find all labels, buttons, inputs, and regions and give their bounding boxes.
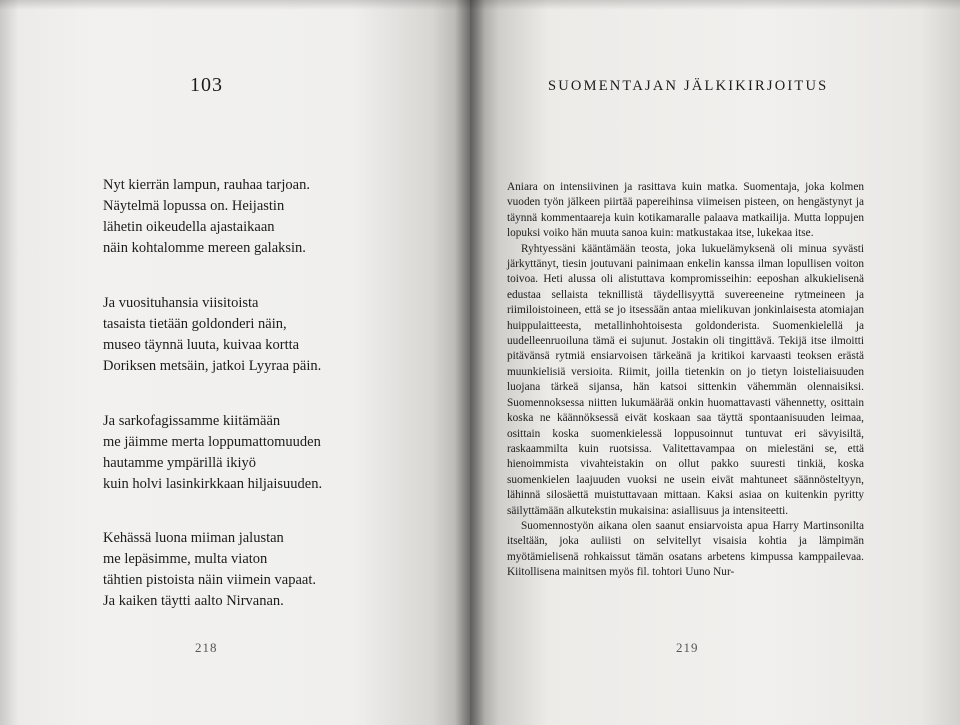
poem-line: lähetin oikeudella ajastaikaan xyxy=(103,219,275,235)
poem-line: Nyt kierrän lampun, rauhaa tarjoan. xyxy=(103,177,310,193)
poem-line: Ja vuosituhansia viisitoista xyxy=(103,295,259,311)
poem-line: Kehässä luona miiman jalustan xyxy=(103,530,284,546)
poem-stanza xyxy=(103,411,322,495)
book-gutter xyxy=(455,0,485,725)
afterword-text xyxy=(507,180,864,581)
poem-line: hautamme ympärillä ikiyö xyxy=(103,455,257,471)
poem-line: museo täynnä luuta, kuivaa kortta xyxy=(103,337,300,353)
left-page-folio: 218 xyxy=(195,640,218,655)
poem-stanza xyxy=(103,528,316,612)
top-edge-shadow xyxy=(0,0,960,10)
paragraph: Aniara on intensiivinen ja rasittava kuin matka. Suomentaja, joka kolmen vuoden työn jälkeen piirtää papereihinsa viimeisen pisteen, on hengästynyt ja täynnä kommentaareja kuin kotikamaralle palaava matkailija. Mutta loppujen lopuksi voiko hän muuta sanoa kuin: matkustakaa itse, lukekaa itse. xyxy=(507,181,864,240)
running-head: SUOMENTAJAN JÄLKIKIRJOITUS xyxy=(548,78,829,94)
poem-stanza xyxy=(103,293,321,377)
poem-line: me jäimme merta loppumattomuuden xyxy=(103,434,321,450)
poem-line: näin kohtalomme mereen galaksin. xyxy=(103,240,306,256)
poem-line: Näytelmä lopussa on. Heijastin xyxy=(103,198,285,214)
right-page-folio: 219 xyxy=(676,640,699,655)
poem-line: tähtien pistoista näin viimein vapaat. xyxy=(103,572,317,588)
poem-line: Ja kaiken täytti aalto Nirvanan. xyxy=(103,593,284,609)
left-header-number: 103 xyxy=(190,74,223,96)
poem-line: tasaista tietään goldonderi näin, xyxy=(103,316,287,332)
paragraph: Ryhtyessäni kääntämään teosta, joka lukuelämyksenä oli minua syvästi järkyttänyt, tiesin joutuvani painimaan enkelin kanssa ilman lopullisen voiton toivoa. Heti alussa oli alistuttava kompromisseihin: eeposhan alkukielisenä edustaa sellaista teknillistä täydellisyyttä suvereeneine rytmeineen ja riimiloistoineen, että se jo itsessään antaa mielikuvan jonkinlaisesta atomiajan huippulaitteesta, metallinhohtoisesta goldonderista. Suomenkielellä ja uudelleenruoiluna tämä ei sujunut. Jostakin oli tingittävä. Tekijä itse ilmoitti pitävänsä rytmiä ensiarvoisen tärkeänä ja kritikoi karvaasti teoksen erästä muunkielisiä versioita. Riimit, joilla tietenkin on jo tietyn loisteliaisuuden luojana tärkeä sijansa, hän katsoi sittenkin vähemmän olennaisiksi. Suomennoksessa niitten lukumäärää onkin huomattavasti vähennetty, osittain koska ne käännöksessä eivät koskaan saa täyttä spontaanisuuden leimaa, osittain koska suomenkielessä loppusoinnut tuntuvat eri sävyisiltä, raskaammilta kuin ruotsissa. Valitettavampaa on mielestäni se, että hienoimmista vivahteistakin on ollut pakko suuresti tinkiä, koska suomenkielen laajuuden vuoksi ne usein eivät mahtuneet säännösteltyyn, lähinnä silosäettä muistuttavaan mittaan. Kaksi asiaa on kuitenkin pyritty säilyttämään alkutekstin mukaisina: asiallisuus ja intensiteetti. xyxy=(507,242,864,517)
paragraph: Suomennostyön aikana olen saanut ensiarvoista apua Harry Martinsonilta itseltään, joka auliisti on selvitellyt visaisia kohtia ja lämpimän myötämielisenä rohkaissut tämän osatans arbetens kimpussa kamppailevaa. Kiitollisena mainitsen myös fil. tohtori Uuno Nur- xyxy=(507,519,864,579)
poem-line: me lepäsimme, multa viaton xyxy=(103,551,268,567)
poem-stanza xyxy=(103,175,310,259)
poem-line: kuin holvi lasinkirkkaan hiljaisuuden. xyxy=(103,476,323,492)
poem-line: Ja sarkofagissamme kiitämään xyxy=(103,413,281,429)
poem-line: Doriksen metsäin, jatkoi Lyyraa päin. xyxy=(103,358,322,374)
